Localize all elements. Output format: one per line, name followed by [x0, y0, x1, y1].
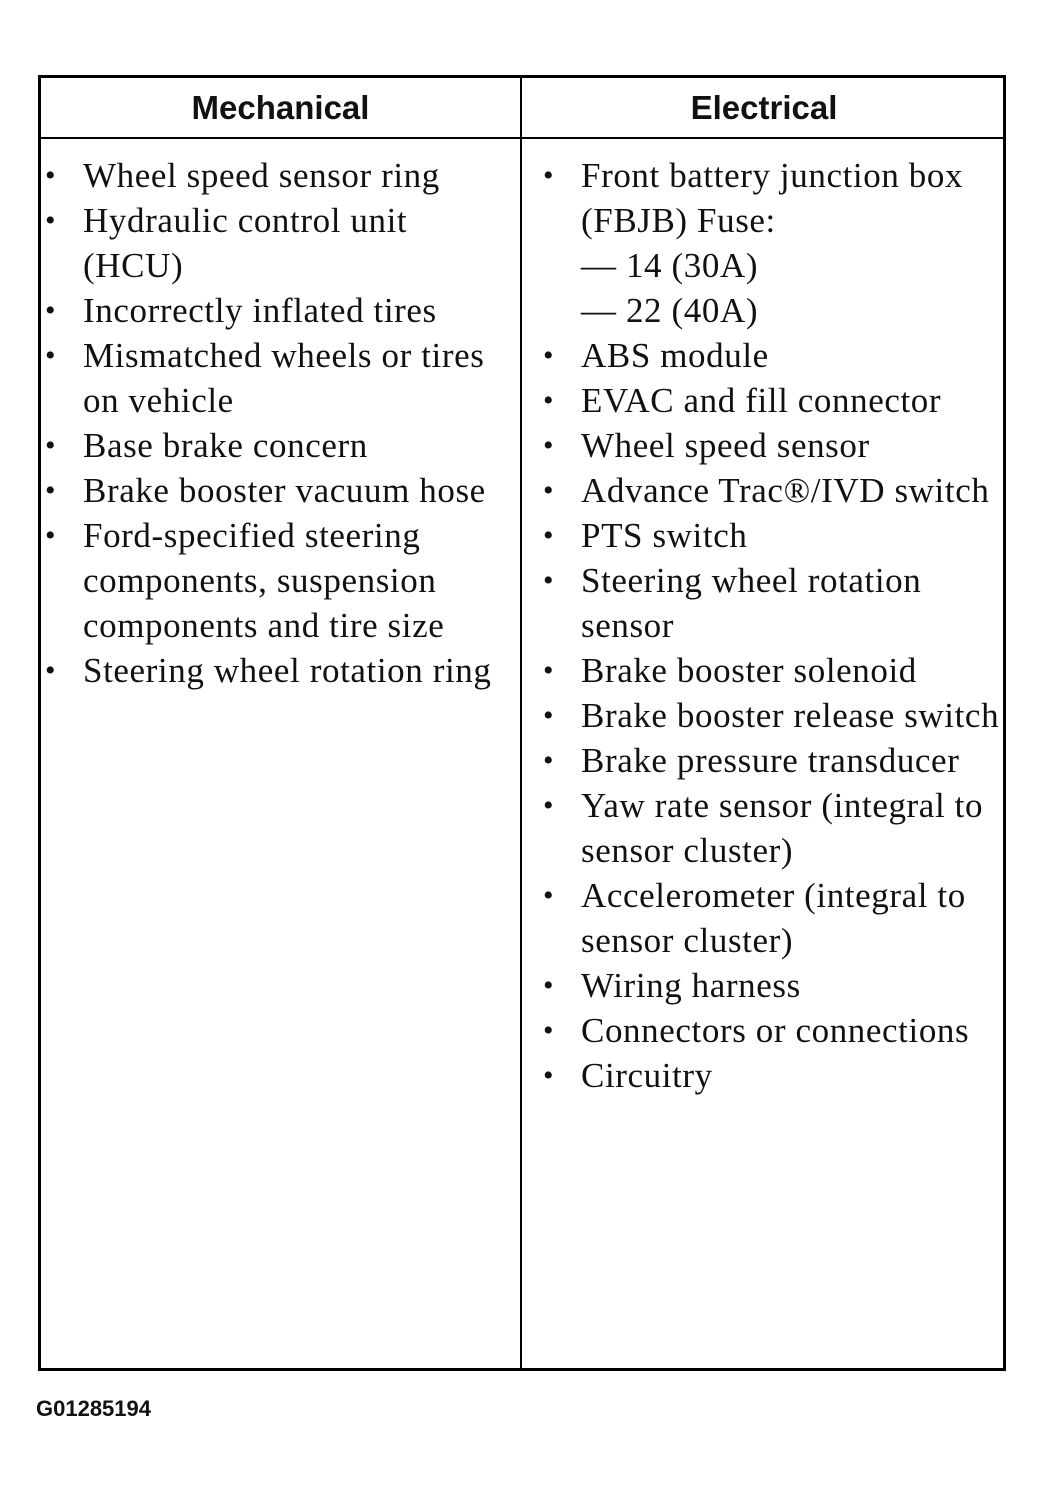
bullet-icon: • [543, 1014, 555, 1047]
bullet-icon: • [543, 474, 555, 507]
column-divider [520, 78, 522, 1368]
header-electrical: Electrical [690, 88, 838, 126]
header-mechanical: Mechanical [191, 88, 370, 126]
list-item: • PTS switch [541, 513, 1003, 558]
bullet-icon: • [45, 339, 57, 372]
list-item: • Wheel speed sensor [541, 423, 1003, 468]
list-item: • Yaw rate sensor (integral to sensor cluster) [541, 783, 1003, 873]
bullet-icon: • [543, 969, 555, 1002]
diagnosis-table [38, 75, 1006, 1371]
fuse-entry: — 14 (30A) [581, 246, 759, 285]
list-item: • Connectors or connections [541, 1008, 1003, 1053]
bullet-icon: • [543, 654, 555, 687]
list-item: • Incorrectly inflated tires [43, 288, 515, 333]
list-item: • Brake booster vacuum hose [43, 468, 515, 513]
bullet-icon: • [45, 654, 57, 687]
mechanical-list [43, 153, 515, 693]
list-item: • Steering wheel rotation ring [43, 648, 515, 693]
bullet-icon: • [543, 159, 555, 192]
list-item: • Accelerometer (integral to sensor cluster) [541, 873, 1003, 963]
fuse-entry: — 22 (40A) [581, 291, 759, 330]
list-item: • Hydraulic control unit (HCU) [43, 198, 515, 288]
list-item: • Wheel speed sensor ring [43, 153, 515, 198]
list-item: • Brake pressure transducer [541, 738, 1003, 783]
figure-code: G01285194 [36, 1396, 151, 1421]
list-item: • Mismatched wheels or tires on vehicle [43, 333, 515, 423]
bullet-icon: • [543, 519, 555, 552]
bullet-icon: • [543, 429, 555, 462]
bullet-icon: • [543, 879, 555, 912]
bullet-icon: • [543, 789, 555, 822]
bullet-icon: • [543, 384, 555, 417]
list-item: • Brake booster release switch [541, 693, 1003, 738]
list-item: • Advance Trac®/IVD switch [541, 468, 1003, 513]
list-item: • Circuitry [541, 1053, 1003, 1098]
bullet-icon: • [45, 294, 57, 327]
bullet-icon: • [45, 159, 57, 192]
list-item: • Wiring harness [541, 963, 1003, 1008]
bullet-icon: • [45, 429, 57, 462]
bullet-icon: • [543, 1059, 555, 1092]
bullet-icon: • [543, 699, 555, 732]
list-item: • Ford-specified steering components, suspension components and tire size [43, 513, 515, 648]
list-item: • Steering wheel rotation sensor [541, 558, 1003, 648]
bullet-icon: • [45, 519, 57, 552]
list-item: • Brake booster solenoid [541, 648, 1003, 693]
bullet-icon: • [543, 339, 555, 372]
bullet-icon: • [543, 564, 555, 597]
list-item: • Base brake concern [43, 423, 515, 468]
list-item: • ABS module [541, 333, 1003, 378]
bullet-icon: • [543, 744, 555, 777]
list-item-fbjb-fuse: • Front battery junction box (FBJB) Fuse: — 14 (30A) — 22 (40A) [541, 153, 1003, 333]
bullet-icon: • [45, 204, 57, 237]
bullet-icon: • [45, 474, 57, 507]
electrical-list [541, 153, 1003, 1098]
header-divider [41, 137, 1003, 139]
list-item: • EVAC and fill connector [541, 378, 1003, 423]
